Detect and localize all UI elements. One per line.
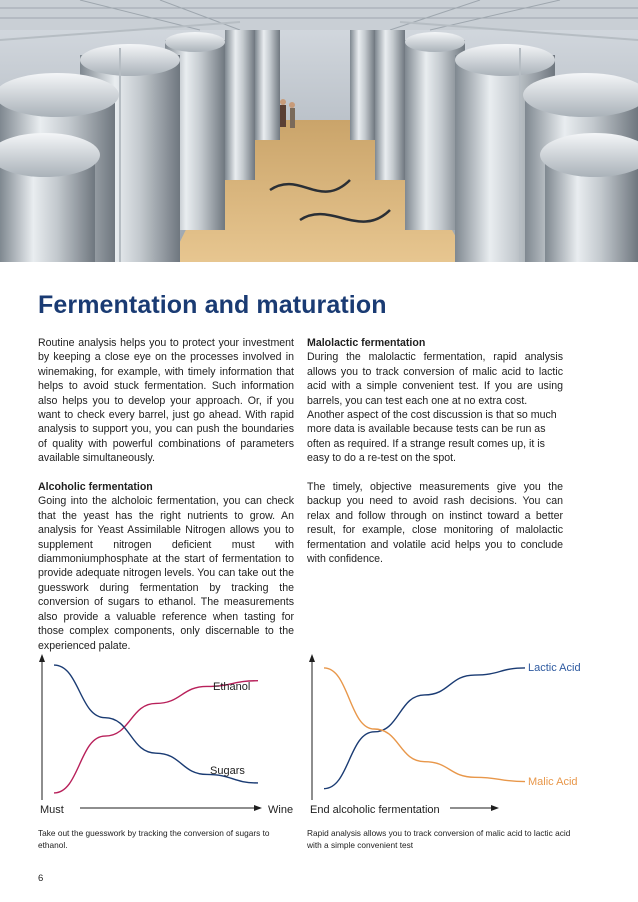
left-chart-caption: Take out the guesswork by tracking the conversion of sugars to ethanol. bbox=[38, 828, 270, 850]
malolactic-paragraph-3: The timely, objective measurements give you the backup you need to avoid rash decisions. You can relax and follow through on instinct toward a better result, for example, close monitoring of malolactic fermentation and volatile acid helps you to conclude with confidence. bbox=[307, 481, 563, 566]
lactic-acid-series-line bbox=[324, 668, 525, 789]
malolactic-paragraph-2: Another aspect of the cost discussion is that so much more data is available because tests can be run as often as required. If a strange result comes up, it is easy to do a re-test on the spot. bbox=[307, 409, 557, 465]
x-start-label: End alcoholic fermentation bbox=[310, 804, 440, 816]
malic-acid-series-line bbox=[324, 668, 525, 782]
hero-photo bbox=[0, 0, 638, 262]
x-axis-arrow bbox=[254, 805, 262, 811]
page-title: Fermentation and maturation bbox=[38, 291, 387, 319]
left-column bbox=[38, 336, 294, 653]
right-chart-caption: Rapid analysis allows you to track conversion of malic acid to lactic acid with a simple convenient test bbox=[307, 828, 571, 850]
winery-tank-hall-photo bbox=[0, 0, 638, 262]
sugar-ethanol-chart bbox=[30, 650, 300, 822]
x-axis-arrow bbox=[491, 805, 499, 811]
y-axis-arrow bbox=[309, 654, 315, 662]
alcoholic-fermentation-heading: Alcoholic fermentation bbox=[38, 481, 153, 494]
malic-acid-series-label: Malic Acid bbox=[528, 776, 578, 788]
sugars-series-label: Sugars bbox=[210, 765, 245, 777]
malolactic-fermentation-heading: Malolactic fermentation bbox=[307, 337, 426, 349]
intro-paragraph: Routine analysis helps you to protect your investment by keeping a close eye on the processes involved in winemaking, for example, with timely information that helps to avoid stuck fermentation. Such information also helps you to develop your approach. Or, if you want to check every barrel, just go ahead. With rapid analysis to support you, you can push the boundaries of quality with powerful combinations of parameters available simultaneously. bbox=[38, 337, 294, 465]
page-number: 6 bbox=[38, 873, 44, 884]
y-axis-arrow bbox=[39, 654, 45, 662]
x-end-label: Wine bbox=[268, 804, 294, 816]
malic-lactic-chart bbox=[300, 650, 600, 822]
alcoholic-fermentation-body: Going into the alcholoic fermentation, you can check that the yeast has the right nutrients to grow. An analysis for Yeast Assimilable Nitrogen allows you to supplement nitrogen deficient must with diammoniumphosphate at the start of fermentation to provide adequate nitrogen levels. You can take out the guesswork during fermentation by tracking the conversion of sugars to ethanol. The measurements also provide a valuable reference when tasting for those complex components, only discernable to the experienced palate. bbox=[38, 495, 294, 652]
lactic-acid-series-label: Lactic Acid bbox=[528, 662, 581, 674]
right-column bbox=[307, 336, 563, 566]
ethanol-series-label: Ethanol bbox=[213, 681, 251, 693]
x-start-label: Must bbox=[40, 804, 64, 816]
malolactic-paragraph-1: During the malolactic fermentation, rapid analysis allows you to track conversion of malic acid to lactic acid with a simple convenient test. If you are using barrels, you can test each one at no extra cost. bbox=[307, 351, 563, 407]
